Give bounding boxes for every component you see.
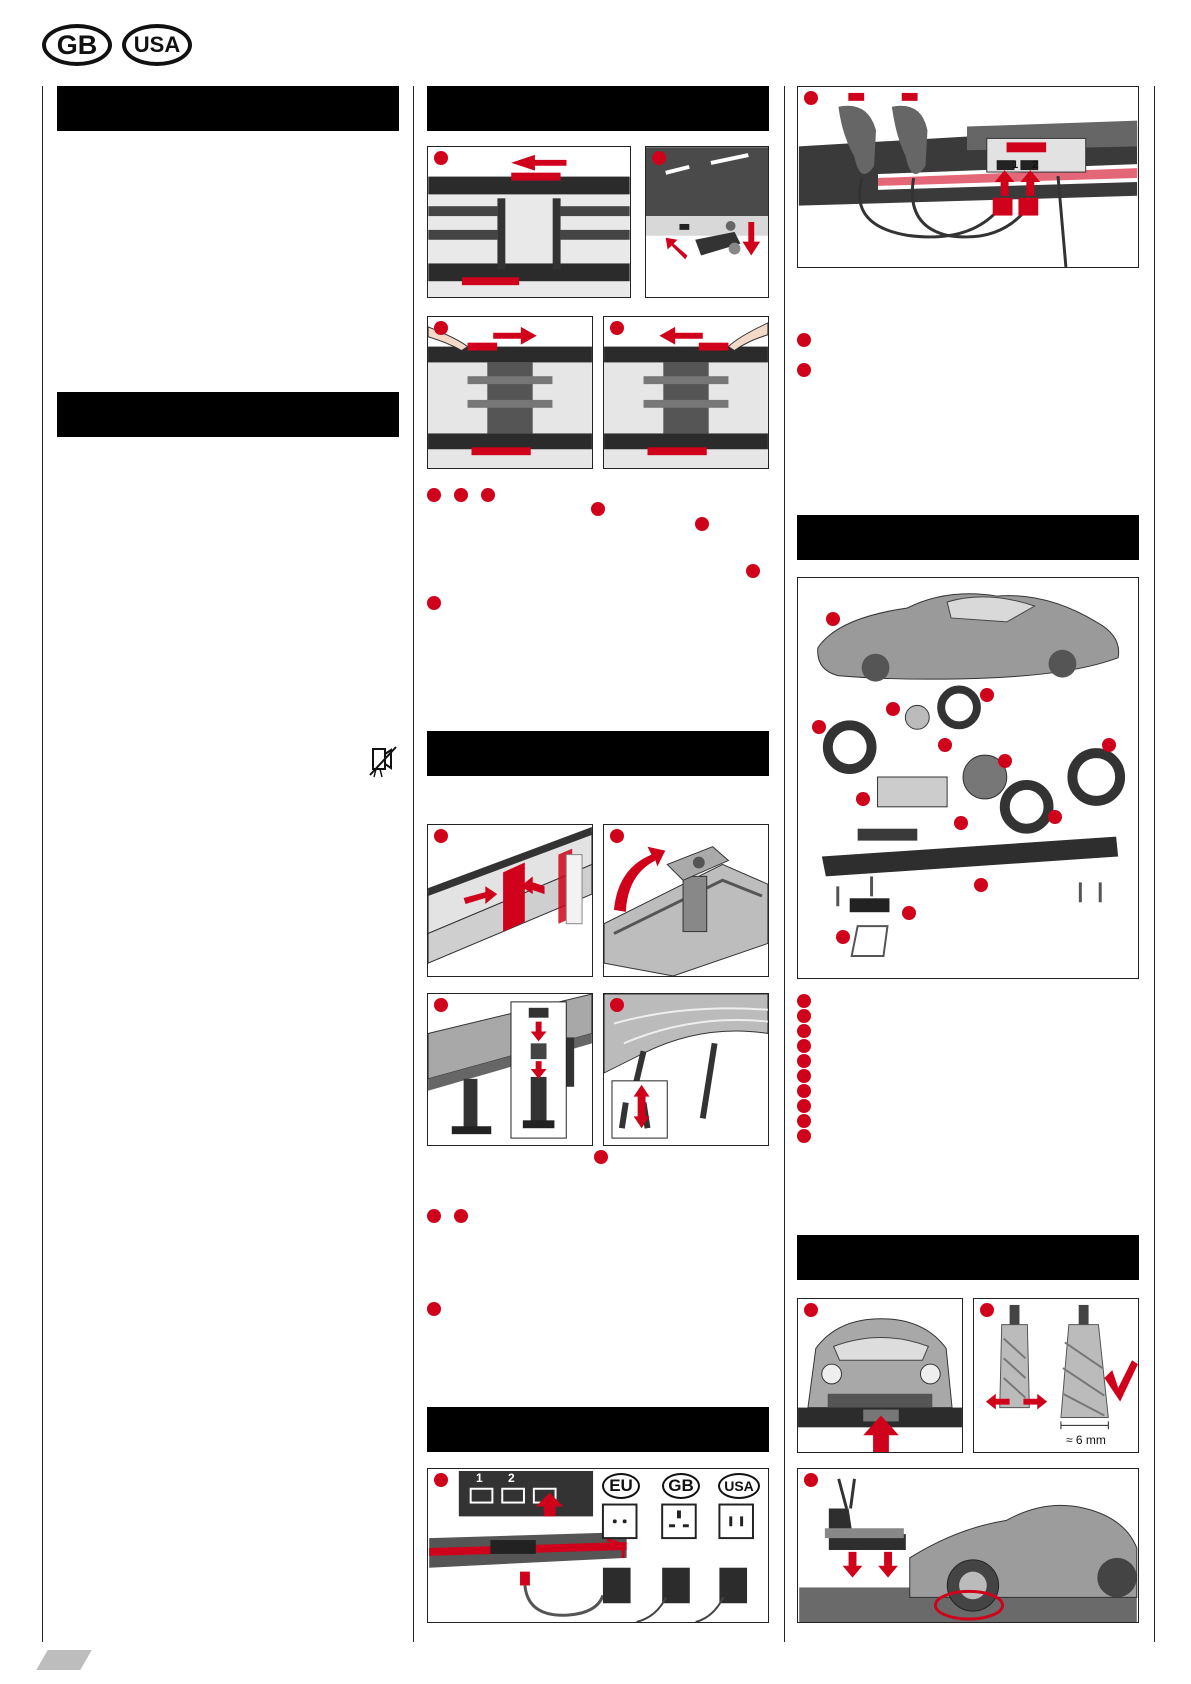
plug-label-eu-text: EU bbox=[609, 1476, 633, 1495]
column-divider-right bbox=[1154, 86, 1155, 1642]
port-label-2: 2 bbox=[508, 1471, 515, 1485]
plug-label-eu bbox=[602, 1473, 640, 1499]
parts-list-marker bbox=[797, 1039, 811, 1053]
part-marker bbox=[856, 792, 870, 806]
part-marker bbox=[836, 930, 850, 944]
figure-power-connection bbox=[427, 1468, 769, 1623]
part-marker bbox=[886, 702, 900, 716]
figure-pillar-stack bbox=[427, 993, 593, 1146]
ref-marker bbox=[591, 502, 605, 516]
ref-marker bbox=[427, 1302, 441, 1316]
figure-marker bbox=[434, 829, 448, 843]
ref-marker bbox=[695, 517, 709, 531]
figure-curve-pillar bbox=[603, 993, 769, 1146]
controller-port-label-2: 2 bbox=[1032, 159, 1039, 171]
figure-car-exploded bbox=[797, 577, 1139, 979]
part-marker bbox=[954, 816, 968, 830]
part-marker bbox=[974, 878, 988, 892]
figure-clip-push-left bbox=[603, 316, 769, 469]
ref-marker bbox=[427, 1209, 441, 1223]
figure-support-rotate bbox=[603, 824, 769, 977]
badge-usa bbox=[122, 24, 192, 66]
ref-marker bbox=[454, 1209, 468, 1223]
ref-marker bbox=[454, 488, 468, 502]
parts-list-marker bbox=[797, 994, 811, 1008]
section-bar-col2-a bbox=[427, 86, 769, 131]
figure-marker bbox=[804, 1473, 818, 1487]
braid-measure-label: ≈ 6 mm bbox=[1066, 1433, 1106, 1447]
ref-marker bbox=[427, 488, 441, 502]
section-bar-col2-b bbox=[427, 731, 769, 776]
part-marker bbox=[938, 738, 952, 752]
figure-marker bbox=[610, 829, 624, 843]
no-power-icon bbox=[368, 745, 398, 779]
figure-marker bbox=[980, 1303, 994, 1317]
plug-label-usa-text: USA bbox=[724, 1478, 754, 1494]
part-marker bbox=[998, 754, 1012, 768]
badge-gb-label: GB bbox=[56, 29, 98, 60]
figure-track-clip bbox=[427, 146, 631, 298]
figure-marker bbox=[434, 151, 448, 165]
column-divider-1 bbox=[413, 86, 414, 1642]
figure-car-side bbox=[797, 1468, 1139, 1623]
figure-marker bbox=[434, 321, 448, 335]
figure-marker bbox=[434, 1473, 448, 1487]
parts-list-marker bbox=[797, 1114, 811, 1128]
figure-marker bbox=[804, 1303, 818, 1317]
column-divider-2 bbox=[784, 86, 785, 1642]
plug-label-gb-text: GB bbox=[668, 1476, 694, 1495]
ref-marker bbox=[797, 333, 811, 347]
section-bar-col3-a bbox=[797, 515, 1139, 560]
part-marker bbox=[1048, 810, 1062, 824]
figure-marker bbox=[610, 321, 624, 335]
footer-page-marker bbox=[36, 1650, 92, 1670]
figure-guard-rail bbox=[427, 824, 593, 977]
figure-marker bbox=[804, 91, 818, 105]
ref-marker bbox=[797, 363, 811, 377]
section-bar-col1-a bbox=[57, 86, 399, 131]
ref-marker bbox=[746, 564, 760, 578]
plug-label-gb bbox=[662, 1473, 700, 1499]
figure-marker bbox=[434, 998, 448, 1012]
column-divider-left bbox=[42, 86, 43, 1642]
figure-clip-push-right bbox=[427, 316, 593, 469]
ref-marker bbox=[594, 1150, 608, 1164]
parts-list-marker bbox=[797, 1084, 811, 1098]
figure-marker bbox=[610, 998, 624, 1012]
parts-list-marker bbox=[797, 1054, 811, 1068]
figure-controllers bbox=[797, 86, 1139, 268]
parts-list-marker bbox=[797, 1009, 811, 1023]
parts-list-marker bbox=[797, 1024, 811, 1038]
part-marker bbox=[1102, 738, 1116, 752]
port-label-1: 1 bbox=[476, 1471, 483, 1485]
figure-car-front bbox=[797, 1298, 963, 1453]
parts-list-marker bbox=[797, 1129, 811, 1143]
section-bar-col3-b bbox=[797, 1235, 1139, 1280]
controller-port-label-1: 1 bbox=[1012, 159, 1019, 171]
part-marker bbox=[980, 688, 994, 702]
figure-braid-spacing bbox=[973, 1298, 1139, 1453]
plug-label-usa bbox=[718, 1473, 760, 1499]
ref-marker bbox=[481, 488, 495, 502]
parts-list-marker bbox=[797, 1099, 811, 1113]
part-marker bbox=[812, 720, 826, 734]
figure-track-screw bbox=[645, 146, 769, 298]
ref-marker bbox=[427, 596, 441, 610]
badge-gb bbox=[42, 24, 112, 66]
figure-marker bbox=[652, 151, 666, 165]
part-marker bbox=[826, 612, 840, 626]
badge-usa-label: USA bbox=[133, 32, 181, 57]
parts-list-marker bbox=[797, 1069, 811, 1083]
part-marker bbox=[902, 906, 916, 920]
section-bar-col2-c bbox=[427, 1407, 769, 1452]
section-bar-col1-b bbox=[57, 392, 399, 437]
